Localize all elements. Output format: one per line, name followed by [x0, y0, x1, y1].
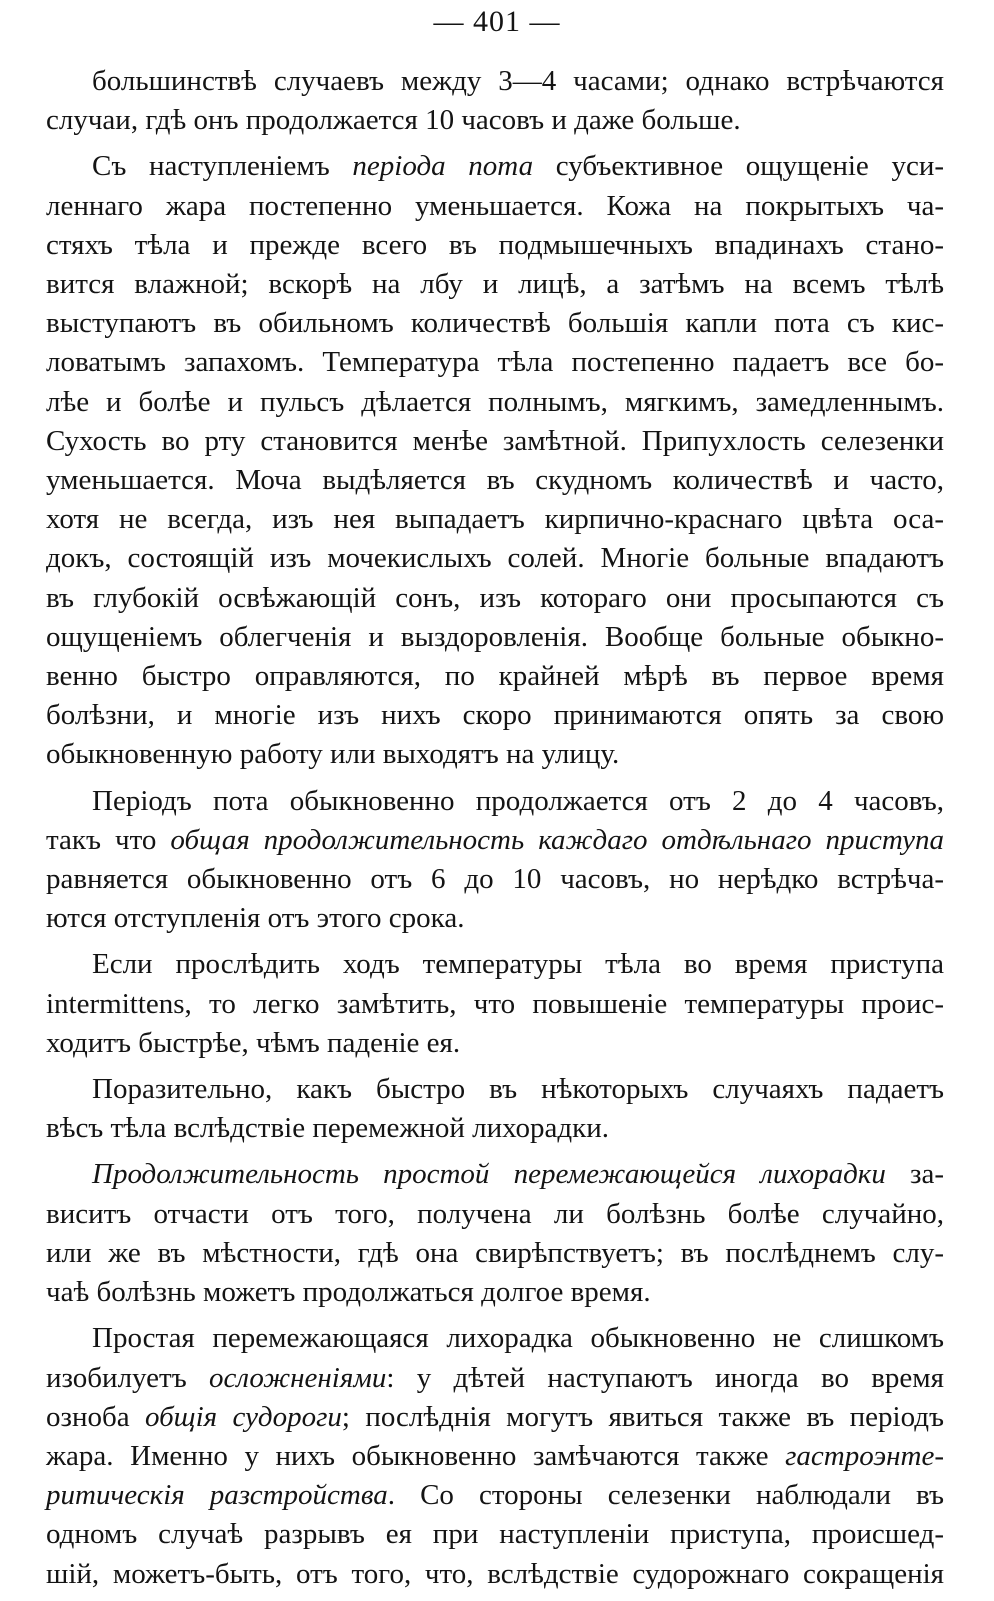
text-line: ходитъ быстрѣе, чѣмъ паденіе ея.	[46, 1026, 461, 1059]
emphasized-term: ритическія разстройства	[46, 1479, 388, 1512]
text-line: хотя не всегда, изъ нея выпадаетъ кирпично-краснаго цвѣта оса-	[46, 503, 944, 536]
paragraph	[46, 147, 944, 774]
text-line: ловатымъ запахомъ. Температура тѣла постепенно падаетъ все бо-	[46, 346, 944, 379]
paragraph	[46, 1319, 944, 1593]
text-line: Продолжительность простой перемежающейся лихорадки за-	[92, 1158, 944, 1191]
text-line: такъ что общая продолжительность каждаго отдѣльнаго приступа	[46, 823, 944, 856]
text-line: одномъ случаѣ разрывъ ея при наступленіи приступа, происшед-	[46, 1518, 944, 1551]
text-line: Если прослѣдить ходъ температуры тѣла во время приступа	[92, 948, 944, 981]
text-line: выступаютъ въ обильномъ количествѣ большія капли пота съ кис-	[46, 307, 944, 340]
text-line: въ глубокій освѣжающій сонъ, изъ котораго они просыпаются съ	[46, 581, 944, 614]
text-line: ритическія разстройства. Со стороны селезенки наблюдали въ	[46, 1479, 945, 1512]
text-line: вится влажной; вскорѣ на лбу и лицѣ, а затѣмъ на всемъ тѣлѣ	[46, 268, 944, 301]
emphasized-term: общая продолжительность каждаго отдѣльнаго приступа	[170, 823, 944, 856]
emphasized-term: осложненіями	[209, 1361, 387, 1394]
text-line: жара. Именно у нихъ обыкновенно замѣчаются также гастроэнте-	[46, 1439, 944, 1472]
text-line: обыкновенную работу или выходятъ на улицу.	[46, 738, 620, 771]
text-line: ются отступленія отъ этого срока.	[46, 902, 465, 935]
text-line: озноба общія судороги; послѣднія могутъ явиться также въ періодъ	[46, 1400, 945, 1433]
emphasized-term: Продолжительность простой перемежающейся лихорадки	[92, 1158, 886, 1191]
text-line: чаѣ болѣзнь можетъ продолжаться долгое время.	[46, 1276, 651, 1309]
text-line: Поразительно, какъ быстро въ нѣкоторыхъ случаяхъ падаетъ	[92, 1073, 944, 1106]
text-line: венно быстро оправляются, по крайней мѣрѣ въ первое время	[46, 660, 944, 693]
text-line: вѣсъ тѣла вслѣдствіе перемежной лихорадки.	[46, 1112, 610, 1145]
text-line: большинствѣ случаевъ между 3—4 часами; однако встрѣчаются	[92, 65, 944, 97]
text-line: Сухость во рту становится менѣе замѣтной. Припухлость селезенки	[46, 424, 944, 457]
text-line: леннаго жара постепенно уменьшается. Кожа на покрытыхъ ча-	[46, 189, 944, 222]
text-line: болѣзни, и многіе изъ нихъ скоро принимаются опять за свою	[46, 699, 944, 732]
paragraph	[46, 782, 944, 939]
emphasized-term: періода пота	[352, 150, 534, 183]
text-line: или же въ мѣстности, гдѣ она свирѣпствуетъ; въ послѣднемъ слу-	[46, 1236, 944, 1269]
emphasized-term: общія судороги	[144, 1400, 342, 1433]
paragraph	[46, 1070, 944, 1148]
paragraph	[46, 62, 944, 140]
text-line: виситъ отчасти отъ того, получена ли болѣзнь болѣе случайно,	[46, 1197, 944, 1230]
page-body-text	[46, 62, 944, 1601]
emphasized-term: гастроэнте-	[785, 1439, 944, 1472]
text-line: intermittens, то легко замѣтить, что повышеніе температуры проис-	[46, 987, 944, 1020]
paragraph	[46, 1155, 944, 1312]
text-line: ощущеніемъ облегченія и выздоровленія. Вообще больные обыкно-	[46, 620, 944, 653]
text-line: докъ, состоящій изъ мочекислыхъ солей. Многіе больные впадаютъ	[46, 542, 944, 575]
text-line: уменьшается. Моча выдѣляется въ скудномъ количествѣ и часто,	[46, 464, 944, 497]
text-line: случаи, гдѣ онъ продолжается 10 часовъ и даже больше.	[46, 104, 741, 137]
text-line: Съ наступленіемъ періода пота субъективное ощущеніе уси-	[92, 150, 945, 183]
page-number: — 401 —	[433, 5, 561, 38]
paragraph	[46, 945, 944, 1063]
text-line: стяхъ тѣла и прежде всего въ подмышечныхъ впадинахъ стано-	[46, 228, 944, 261]
text-line: Періодъ пота обыкновенно продолжается отъ 2 до 4 часовъ,	[92, 784, 944, 817]
text-line: Простая перемежающаяся лихорадка обыкновенно не слишкомъ	[92, 1322, 944, 1355]
text-line: изобилуетъ осложненіями: у дѣтей наступаютъ иногда во время	[46, 1361, 944, 1394]
text-line: равняется обыкновенно отъ 6 до 10 часовъ, но нерѣдко встрѣча-	[46, 863, 944, 896]
text-line: лѣе и болѣе и пульсъ дѣлается полнымъ, мягкимъ, замедленнымъ.	[46, 385, 944, 418]
text-line: шій, можетъ-быть, отъ того, что, вслѣдствіе судорожнаго сокращенія	[46, 1557, 944, 1590]
